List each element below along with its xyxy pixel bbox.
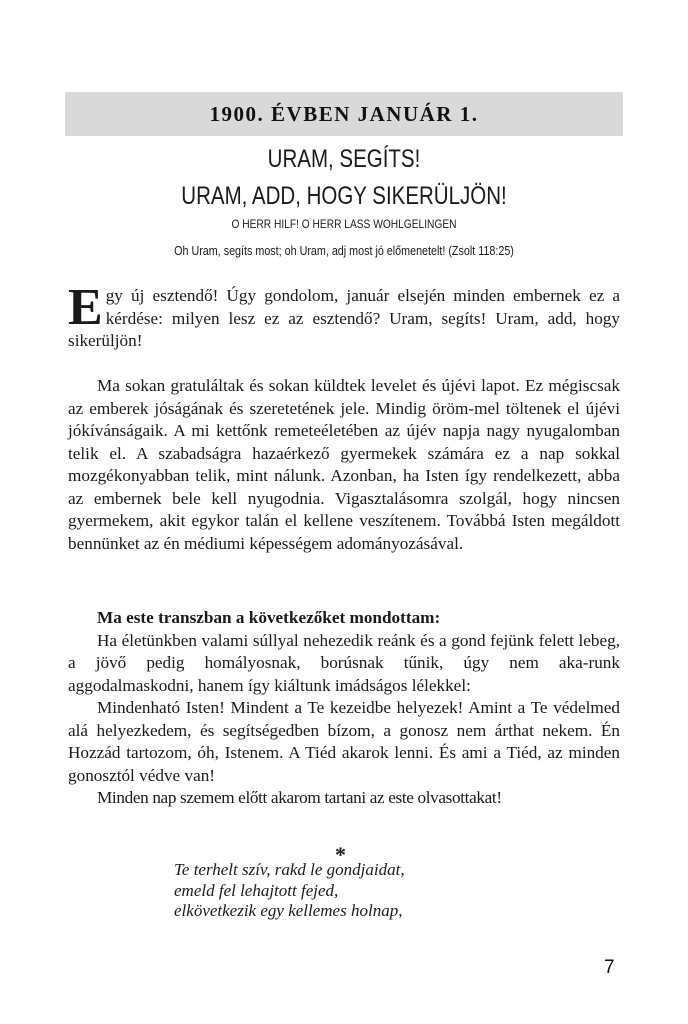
main-title-line2: URAM, ADD, HOGY SIKERÜLJÖN! (181, 182, 507, 210)
chapter-date-title: 1900. ÉVBEN JANUÁR 1. (209, 101, 479, 126)
poem-line: elkövetkezik egy kellemes holnap, (174, 901, 403, 920)
paragraph-4: Mindenható Isten! Mindent a Te kezeidbe helyezek! Amint a Te védelmed alá helyezkedem, és segítségedben bízom, a gonosz nem árthat nekem. Én Hozzád tartozom, óh, Istenem. A Tiéd akarok lenni. És ami a Tiéd, az minden gonosztól védve van! (68, 698, 620, 785)
drop-cap: E (68, 279, 103, 336)
chapter-date-banner (65, 92, 623, 136)
paragraph-1 (68, 279, 620, 353)
paragraph-1-text: gy új esztendő! Úgy gondolom, január elsején minden embernek ez a kérdése: milyen lesz ez az esztendő? Uram, segíts! Uram, add, hogy sikerüljön! (68, 286, 620, 350)
poem (174, 860, 405, 922)
main-title-line1: URAM, SEGÍTS! (267, 145, 421, 173)
section-separator: * (335, 842, 346, 867)
poem-line: emeld fel lehajtott fejed, (174, 880, 339, 900)
paragraph-3: Ha életünkben valami súllyal nehezedik reánk és a gond fejünk felett lebeg, a jövő pedig homályosnak, borúsnak tűnik, úgy nem aka-runk aggodalmaskodni, hanem így kiáltunk imádságos lélekkel: (68, 630, 620, 695)
trance-section (68, 607, 620, 810)
page-number: 7 (604, 957, 615, 978)
trance-heading: Ma este transzban a következőket mondottam: (97, 608, 441, 627)
paragraph-2: Ma sokan gratuláltak és sokan küldtek levelet és újévi lapot. Ez mégiscsak az emberek jóságának és szeretetének jele. Mindig öröm-mel töltenek el újévi jókívánságaik. A mi kettőnk remeteéletében az újév napja nagy nyugalomban telik el. A szabadságra hazaérkező gyermekek számára ez a nap sokkal mozgékonyabban telik, mint nálunk. Azonban, ha Isten így rendelkezett, abba az embernek bele kell nyugodnia. Vigasztalásomra szolgál, hogy nincsen gyermekem, akit egykor talán el kellene veszítenem. Továbbá Isten megáldott bennünket az én médiumi képességem adományozásával. (68, 376, 620, 553)
german-subtitle: O HERR HILF! O HERR LASS WOHLGELINGEN (231, 217, 457, 231)
bible-verse: Oh Uram, segíts most; oh Uram, adj most jó előmenetelt! (Zsolt 118:25) (174, 244, 514, 258)
paragraph-5: Minden nap szemem előtt akarom tartani az este olvasottakat! (97, 788, 502, 807)
poem-line: Te terhelt szív, rakd le gondjaidat, (174, 860, 405, 879)
